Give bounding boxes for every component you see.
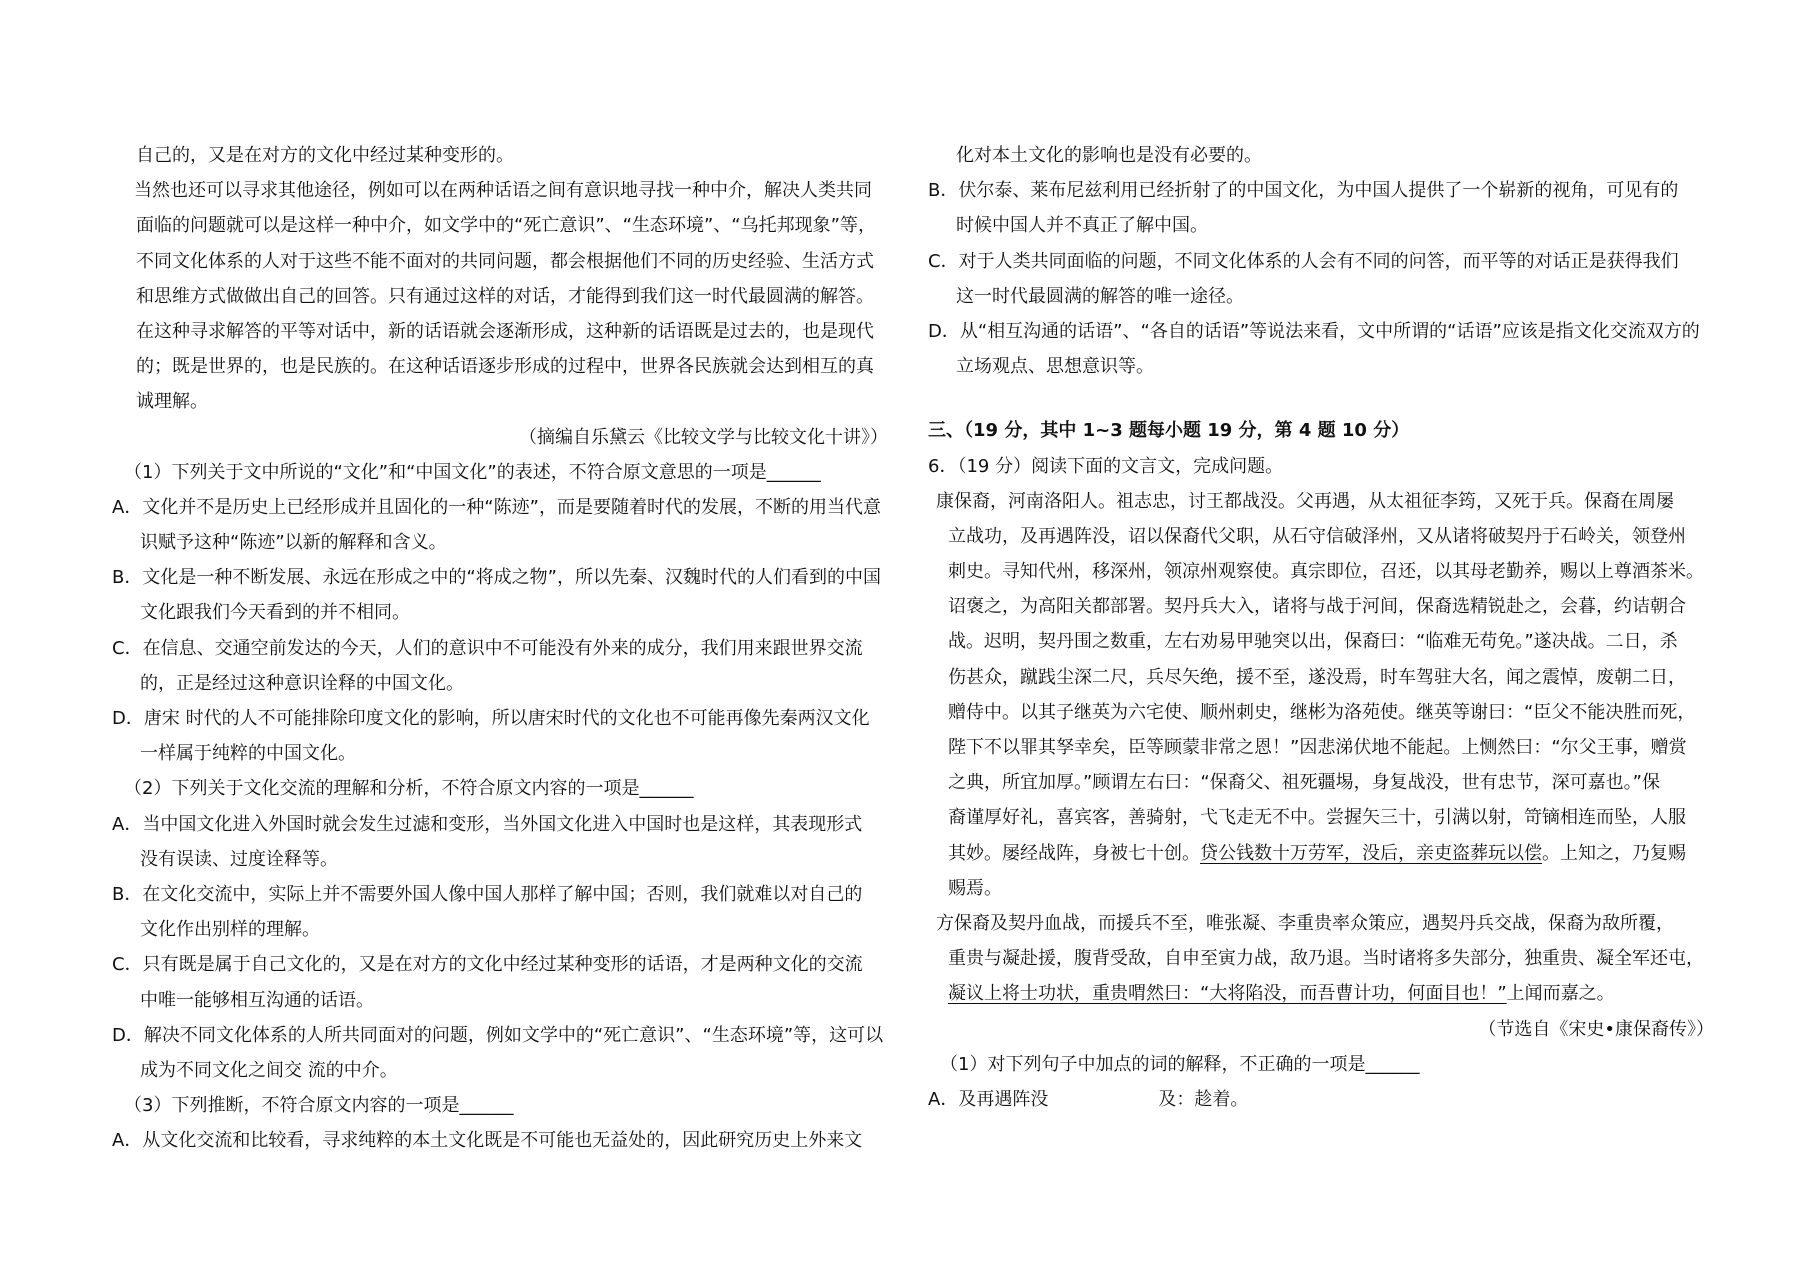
passage-line: 赠侍中。以其子继英为六宅使、顺州刺史，继彬为洛苑使。继英等谢曰：“臣父不能决胜而死，	[948, 701, 1696, 723]
text-line: 成为不同文化之间交 流的中介。	[140, 1059, 398, 1081]
section-spacer	[928, 384, 1728, 413]
passage-line: 之典，所宜加厚。”顾谓左右曰：“保裔父、祖死疆埸，身复战没，世有忠节，深可嘉也。”保	[948, 772, 1660, 794]
text-line: A．文化并不是历史上已经形成并且固化的一种“陈迹”，而是要随着时代的发展，不断的用当代意	[112, 496, 881, 518]
text-segment: 上闻而嘉之。	[1506, 983, 1615, 1005]
passage-line: 陛下不以罪其孥幸矣，臣等顾蒙非常之恩！”因悲涕伏地不能起。上恻然曰：“尔父王事，赠赏	[948, 737, 1687, 758]
text-line: D．解决不同文化体系的人所共同面对的问题，例如文学中的“死亡意识”、“生态环境”等，这可以	[112, 1024, 884, 1046]
text-segment: 其妙。屡经战阵，身被七十创。	[948, 842, 1200, 864]
text-line: 立场观点、思想意识等。	[956, 356, 1154, 378]
text-line: 不同文化体系的人对于这些不能不面对的共同问题，都会根据他们不同的历史经验、生活方式	[136, 250, 874, 272]
text-line: C．在信息、交通空前发达的今天，人们的意识中不可能没有外来的成分，我们用来跟世界交流	[112, 637, 863, 659]
text-line: 这一时代最圆满的解答的唯一途径。	[956, 285, 1244, 307]
text-line: 文化作出别样的理解。	[140, 919, 320, 941]
question-1-stem: （1）对下列句子中加点的词的解释，不正确的一项是______	[940, 1053, 1420, 1075]
source-note: （节选自《宋史•康保裔传》）	[1478, 1018, 1714, 1040]
text-segment: 。上知之，乃复赐	[1542, 842, 1686, 864]
text-line: 和思维方式做做出自己的回答。只有通过这样的对话，才能得到我们这一时代最圆满的解答。	[136, 285, 874, 307]
option-a-explanation: 及：趁着。	[1158, 1088, 1249, 1110]
text-line: D．唐宋 时代的人不可能排除印度文化的影响，所以唐宋时代的文化也不可能再像先秦两汉文化	[112, 708, 870, 729]
text-line: C．只有既是属于自己文化的，又是在对方的文化中经过某种变形的话语，才是两种文化的交流	[112, 954, 863, 976]
passage-line: 重贵与凝赴援，腹背受敌，自申至寅力战，敌乃退。当时诸将多失部分，独重贵、凝全军还屯，	[948, 948, 1704, 970]
text-line: 文化跟我们今天看到的并不相同。	[140, 602, 410, 624]
underlined-sentence: 贷公钱数十万劳军，没后，亲吏盗葬玩以偿	[1200, 842, 1542, 864]
passage-line: 康保裔，河南洛阳人。祖志忠，讨王都战没。父再遇，从太祖征李筠，又死于兵。保裔在周屡	[936, 490, 1674, 512]
passage-line: 刺史。寻知代州，移深州，领凉州观察使。真宗即位，召还，以其母老勤养，赐以上尊酒茶米。	[948, 561, 1704, 583]
text-line: B．在文化交流中，实际上并不需要外国人像中国人那样了解中国；否则，我们就难以对自己的	[112, 883, 863, 905]
text-line: 诚理解。	[136, 391, 208, 413]
text-line: D．从“相互沟通的话语”、“各自的话语”等说法来看，文中所谓的“话语”应该是指文化交流双方的	[928, 320, 1700, 342]
option-a	[928, 1082, 1728, 1117]
section-heading: 三、（19 分，其中 1~3 题每小题 19 分，第 4 题 10 分）	[928, 420, 1410, 442]
text-line: 识赋予这种“陈迹”以新的解释和含义。	[140, 532, 447, 554]
text-line: 当然也还可以寻求其他途径，例如可以在两种话语之间有意识地寻找一种中介，解决人类共同	[134, 180, 872, 202]
text-line: （3）下列推断，不符合原文内容的一项是______	[124, 1095, 514, 1117]
text-line: （摘编自乐黛云《比较文学与比较文化十讲》）	[519, 426, 888, 448]
text-line: （1）下列关于文中所说的“文化”和“中国文化”的表述，不符合原文意思的一项是______	[124, 461, 821, 483]
text-line: 中唯一能够相互沟通的话语。	[140, 989, 374, 1011]
passage-line: 战。迟明，契丹围之数重，左右劝易甲驰突以出，保裔曰：“临难无苟免。”遂决战。二日，杀	[948, 631, 1678, 653]
text-line: A．当中国文化进入外国时就会发生过滤和变形，当外国文化进入中国时也是这样，其表现形式	[112, 813, 863, 835]
text-line: B．伏尔泰、莱布尼兹利用已经折射了的中国文化，为中国人提供了一个崭新的视角，可见有的	[928, 180, 1679, 202]
option-a-sentence: A．及再遇阵没	[928, 1088, 1049, 1110]
text-line: C．对于人类共同面临的问题，不同文化体系的人会有不同的问答，而平等的对话正是获得我们	[928, 250, 1679, 272]
passage-line: 方保裔及契丹血战，而援兵不至，唯张凝、李重贵率众策应，遇契丹兵交战，保裔为敌所覆，	[936, 912, 1674, 934]
text-line: B．文化是一种不断发展、永远在形成之中的“将成之物”，所以先秦、汉魏时代的人们看到的中国	[112, 567, 881, 589]
text-line: 面临的问题就可以是这样一种中介，如文学中的“死亡意识”、“生态环境”、“乌托邦现象”等，	[136, 215, 876, 237]
left-column	[112, 138, 902, 1158]
passage-line: 裔谨厚好礼，喜宾客，善骑射，弋飞走无不中。尝握矢三十，引满以射，笴镝相连而坠，人服	[948, 807, 1686, 829]
text-line: 化对本土文化的影响也是没有必要的。	[956, 145, 1262, 166]
right-column	[928, 138, 1728, 1117]
passage-line	[928, 836, 1728, 871]
text-line: （2）下列关于文化交流的理解和分析，不符合原文内容的一项是______	[124, 778, 694, 800]
question-6-intro: 6．（19 分）阅读下面的文言文，完成问题。	[928, 455, 1284, 477]
text-line: A．从文化交流和比较看，寻求纯粹的本土文化既是不可能也无益处的，因此研究历史上外来文	[112, 1130, 863, 1152]
underlined-sentence: 凝议上将士功状，重贵喟然曰：“大将陷没，而吾曹计功，何面目也！”	[948, 983, 1507, 1005]
text-line: 的，正是经过这种意识诠释的中国文化。	[140, 672, 464, 694]
text-line: 在这种寻求解答的平等对话中，新的话语就会逐渐形成，这种新的话语既是过去的，也是现代	[136, 320, 874, 342]
passage-line	[928, 976, 1728, 1011]
text-line: 时候中国人并不真正了解中国。	[956, 215, 1208, 237]
passage-line: 伤甚众，蹴践尘深二尺，兵尽矢绝，援不至，遂没焉，时车驾驻大名，闻之震悼，废朝二日，	[948, 666, 1686, 688]
text-line: 一样属于纯粹的中国文化。	[140, 743, 356, 765]
passage-line: 赐焉。	[948, 877, 1002, 899]
text-line: 没有误读、过度诠释等。	[140, 848, 338, 870]
text-line: 自己的，又是在对方的文化中经过某种变形的。	[136, 145, 514, 166]
passage-line: 立战功，及再遇阵没，诏以保裔代父职，从石守信破泽州，又从诸将破契丹于石岭关，领登州	[948, 525, 1686, 547]
passage-line: 诏褒之，为高阳关都部署。契丹兵大入，诸将与战于河间，保裔选精锐赴之，会暮，约诘朝合	[948, 596, 1686, 618]
text-line: 的；既是世界的，也是民族的。在这种话语逐步形成的过程中，世界各民族就会达到相互的真	[136, 356, 874, 378]
